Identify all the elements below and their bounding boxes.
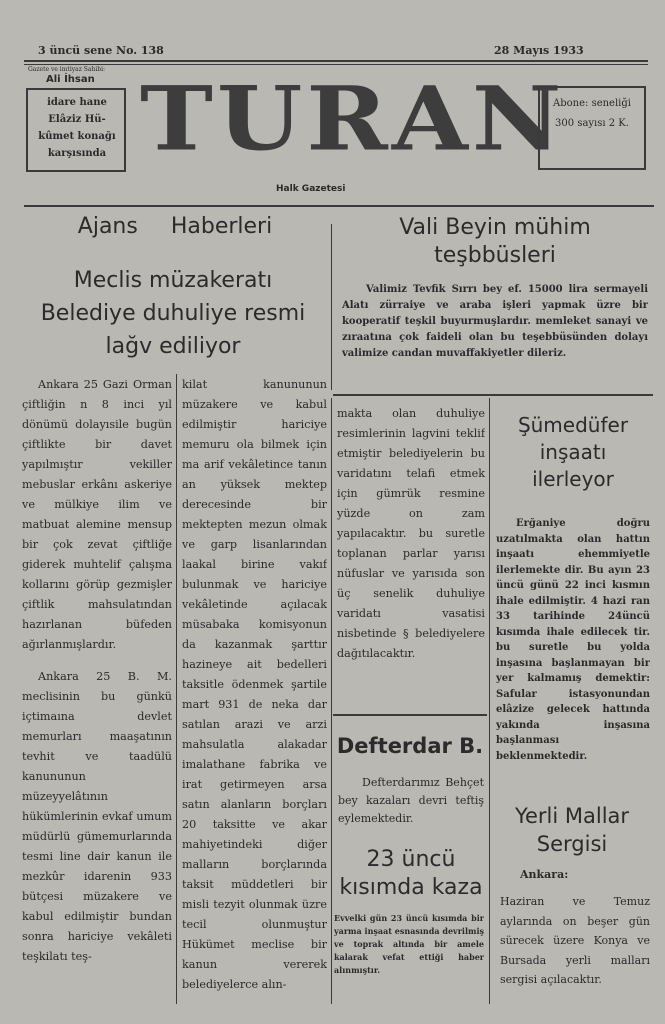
defterdar-top-rule — [333, 714, 487, 716]
column-divider-3 — [489, 398, 490, 1004]
owner-name: Ali İhsan — [46, 74, 95, 85]
headline-meclis: Meclis müzakeratı Belediye duhuliye resmi lağv ediliyor — [40, 268, 306, 359]
subscription-text: Abone: seneliği 300 sayısı 2 K. — [553, 98, 631, 129]
vali-body: Valimiz Tevfik Sırrı bey ef. 15000 lira sermayeli Alatı zürraiye ve araba işleri yapmak üzre bir kooperatif teşkil buyurmuşlardır. memleket sanayi ve zıraatına çok faideli olan bu teşebbüsünden dolayı valimize candan muvaffakiyetler dileriz. — [342, 284, 648, 359]
headline-kaza: 23 üncü kısımda kaza — [339, 847, 483, 900]
ajans-column-1 — [22, 375, 172, 1003]
ajans-column-2: kilat kanununun müzakere ve kabul edilmiştir hariciye memuru ola bilmek için ma arif vekâletince tanın an yüksek mektep derecesinde bir mektepten mezun olmak ve garp lisanlarından laakal birine vakıf bulunmak ve hariciye vekâletinde açılacak müsabaka komisyonun da kazanmak şarttır hazineye ait bedelleri taksitle ödenmek şartile mart 931 de neka dar satılan arazi ve arzi mahsulatla alakadar imalathane fabrika ve irat getirmeyen arsa satın alanların borçları 20 taksitte ve akar mahiyetindeki diğer malların borçlarında taksit müddetleri bir misli tezyit olunmak üzre tecil olunmuştur Hükümet meclise bir kanun vererek belediyelerce alın- — [182, 378, 327, 991]
vali-bottom-rule — [333, 394, 653, 396]
masthead-bottom-rule — [24, 205, 654, 207]
issue-number: 3 üncü sene No. 138 — [38, 44, 164, 57]
headline-sumendufer: Şümedüfer inşaatı ilerleyor — [517, 413, 629, 491]
defterdar-body: Defterdarımız Behçet bey kazaları devri teftiş eylemektedir. — [338, 776, 484, 825]
yerli-body: Haziran ve Temuz aylarında on beşer gün sürecek üzere Konya ve Bursada yerli malları sergisi açılacaktır. — [500, 895, 650, 986]
column-divider-2 — [331, 398, 332, 1004]
ajans-paragraph-1: Ankara 25 Gazi Orman çiftliğin n 8 inci yıl dönümü dolayısile bugün çiftlikte bir davet yapılmıştır vekiller mebuslar erkânı askeriye ve mülkiye ilim ve matbuat alemine mensup bir çok zevat çiftliğe giderek muhtelif çalışma kollarını görüp gezmişler çiftlik mahsulatından hazırlanan büfeden ağırlanmışlardır. — [22, 378, 172, 651]
headline-yerli: Yerli Mallar Sergisi — [514, 804, 630, 856]
top-rule — [24, 60, 648, 62]
newspaper-title: TURAN — [140, 67, 566, 172]
newspaper-subtitle: Halk Gazetesi — [276, 184, 346, 194]
owner-caption: Gazete ve imtiyaz Sahibi: — [28, 66, 106, 73]
sumendufer-body: Erğaniye doğru uzatılmakta olan hattın inşaatı ehemmiyetle ilerlemekte dir. Bu ayın 23 üncü günü 22 inci kısmın ihale edilmiştir. 4 hazi ran 33 tarihinde 24üncü kısımda ihale edilecek tir. bu suretle bu yolda inşasına başlanmayan bir yer kalmamış demektir: Safular istasyonundan elâzize gelecek hattında yakında inşasına başlanması beklenmektedir. — [496, 518, 650, 762]
top-rule-thin — [24, 64, 648, 65]
headline-vali: Vali Beyin mühim teşbbüsleri — [399, 215, 591, 268]
column-divider-main — [331, 224, 332, 390]
ajans-paragraph-2: Ankara 25 B. M. meclisinin bu günkü içtimaına devlet memurları maaşatının tevhit ve taadülü kanununun müzeyyelâtının hükümlerinin evkaf umum müdürlü gümemurlarında tesmi line dair kanun ile mezkûr idarenin 933 bütçesi müzakere ve kabul edilmiştir bundan sonra hariciye vekâleti teşkilatı teş- — [22, 670, 172, 963]
yerli-dateline: Ankara: — [520, 868, 569, 881]
section-title-ajans: Ajans Haberleri — [77, 214, 273, 239]
ajans-column-3: makta olan duhuliye resimlerinin lagvini teklif etmiştir belediyelerin bu varidatını telafi etmek için gümrük resmine yüzde on zam yapılacaktır. bu suretle toplanan parlar yarısı nüfuslar ve yarısıda son üç senelik duhuliye varidatı vasatisi nisbetinde § belediyelere dağıtılacaktır. — [337, 407, 485, 660]
headline-defterdar: Defterdar B. — [336, 734, 484, 758]
kaza-body: Evvelki gün 23 üncü kısımda bir yarma inşaat esnasında devrilmiş ve toprak altında bir amele kalarak vefat ettiği haber alınmıştır. — [334, 913, 484, 975]
issue-date: 28 Mayıs 1933 — [494, 44, 584, 57]
column-divider-1 — [176, 374, 177, 1004]
address-text: idare hane Elâziz Hü-kûmet konağı karşısında — [38, 97, 116, 159]
